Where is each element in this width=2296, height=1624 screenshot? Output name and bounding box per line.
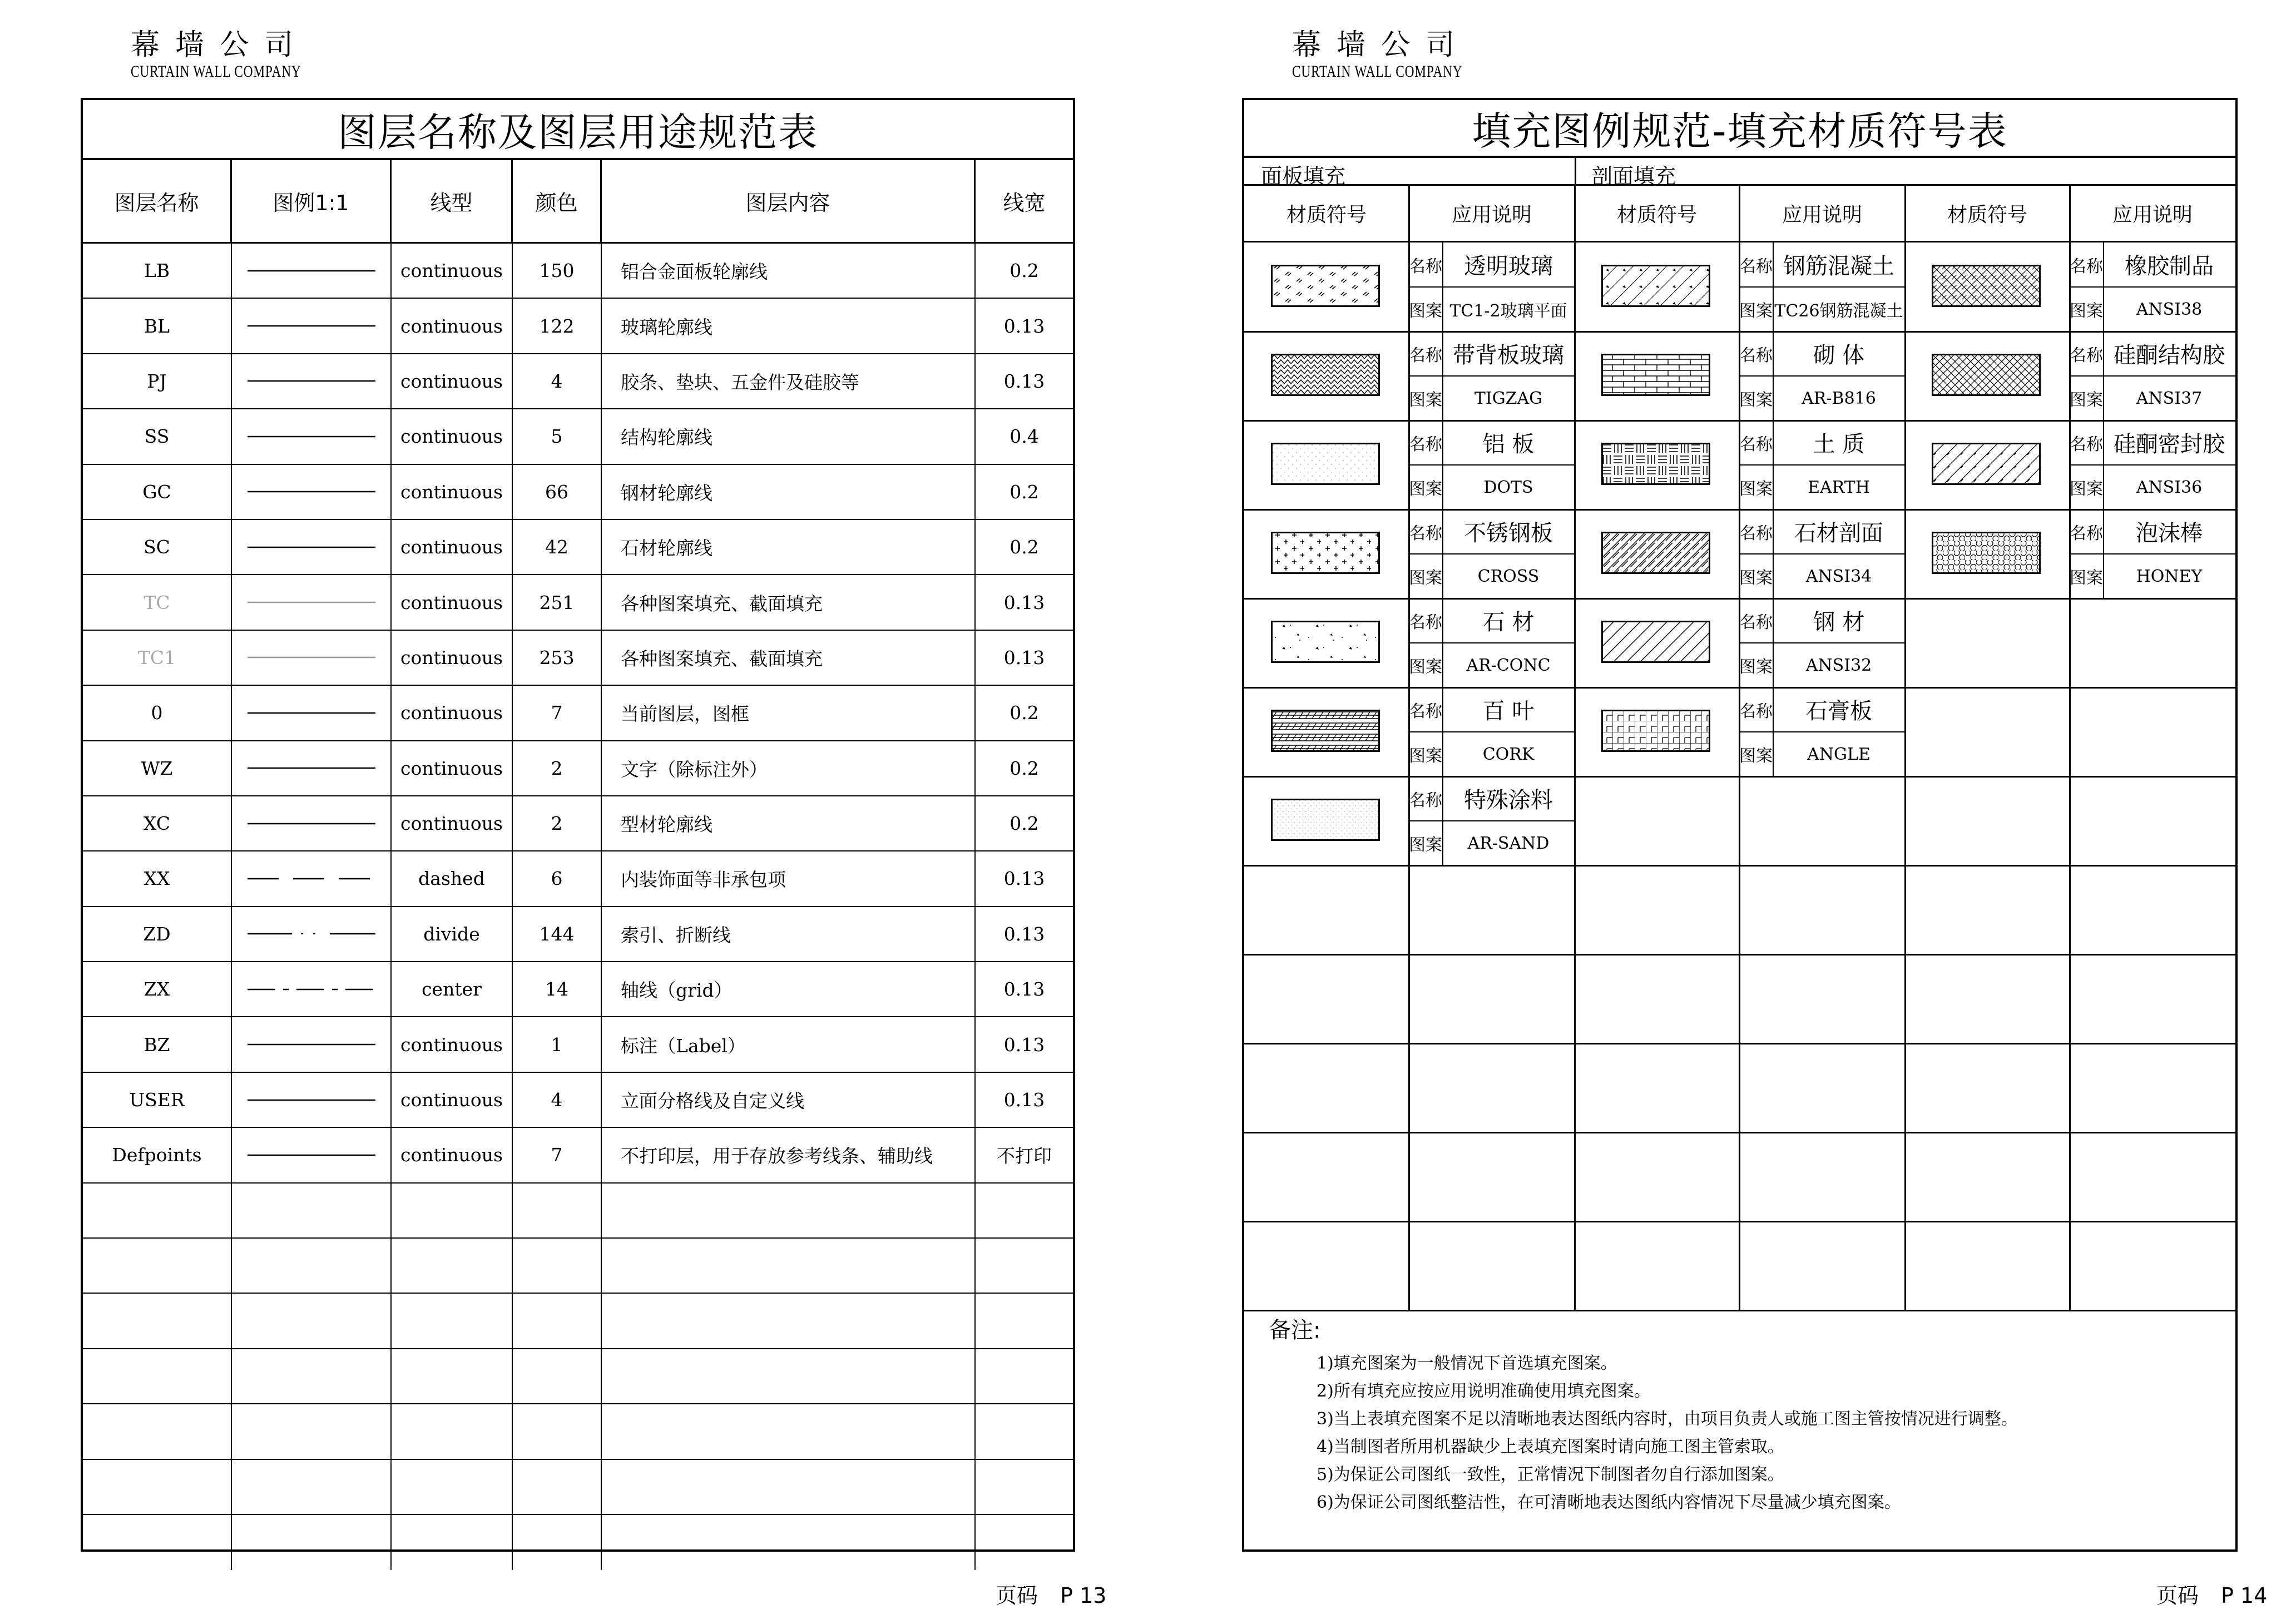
name-label: 名称	[2070, 256, 2103, 276]
name-label: 名称	[1409, 701, 1442, 721]
pattern-code: CORK	[1482, 744, 1535, 764]
layer-color: 144	[513, 907, 602, 961]
name-label: 名称	[1409, 345, 1442, 365]
layer-line-width: 0.13	[1003, 370, 1045, 392]
name-label: 名称	[1409, 434, 1442, 454]
pattern-code: HONEY	[2136, 566, 2203, 586]
hatch-entry	[1244, 331, 1575, 420]
header-usage-note: 应用说明	[2112, 204, 2193, 226]
layer-color: 1	[513, 1017, 602, 1071]
layer-name: SC	[83, 520, 232, 574]
hatch-entry	[1575, 509, 1905, 598]
pattern-label: 图案	[1409, 835, 1442, 855]
header-usage-note: 应用说明	[1782, 204, 1862, 226]
layer-linetype: continuous	[392, 1073, 513, 1127]
pattern-label: 图案	[1409, 657, 1442, 677]
hatch-swatch-icon	[1271, 443, 1380, 485]
pattern-code: ANSI37	[2136, 388, 2203, 408]
empty-row	[83, 1294, 1073, 1349]
line-legend-icon	[248, 323, 375, 329]
layer-color: 5	[513, 409, 602, 463]
layer-line-width: 0.13	[1003, 591, 1045, 613]
layer-color: 42	[513, 520, 602, 574]
layer-color: 2	[513, 741, 602, 795]
hatch-swatch-icon	[1601, 443, 1710, 485]
pattern-label: 图案	[2070, 301, 2103, 321]
line-legend-icon	[248, 378, 375, 384]
layer-row	[83, 299, 1073, 354]
pattern-code: ANSI36	[2136, 477, 2203, 497]
hatch-table-header	[1244, 186, 2235, 242]
line-legend-icon	[248, 875, 375, 882]
layer-legend	[232, 575, 392, 629]
layer-legend	[232, 631, 392, 685]
layer-spec-table	[81, 98, 1075, 1552]
pattern-code: ANSI38	[2136, 299, 2203, 319]
layer-legend	[232, 409, 392, 463]
header-line-width: 线宽	[1003, 191, 1046, 215]
company-name-en: CURTAIN WALL COMPANY	[131, 62, 301, 81]
pattern-code: AR-B816	[1802, 388, 1876, 408]
material-name: 不锈钢板	[1464, 521, 1553, 546]
layer-row	[83, 520, 1073, 575]
pattern-code: ANSI32	[1805, 655, 1872, 675]
layer-content: 玻璃轮廓线	[602, 299, 976, 353]
layer-linetype: continuous	[392, 575, 513, 629]
layer-line-width: 0.2	[1010, 481, 1039, 503]
empty-row	[83, 1184, 1073, 1239]
layer-name: TC	[83, 575, 232, 629]
layer-color: 253	[513, 631, 602, 685]
pattern-code: ANSI34	[1805, 566, 1872, 586]
layer-legend	[232, 520, 392, 574]
pattern-label: 图案	[1409, 390, 1442, 410]
layer-line-width: 0.13	[1003, 315, 1045, 337]
layer-legend	[232, 741, 392, 795]
page-no: P 13	[1060, 1583, 1107, 1608]
line-legend-icon	[248, 1097, 375, 1103]
layer-linetype: continuous	[392, 299, 513, 353]
name-label: 名称	[1409, 523, 1442, 543]
material-name: 石膏板	[1805, 699, 1872, 724]
layer-line-width: 0.13	[1003, 923, 1045, 945]
layer-linetype: continuous	[392, 244, 513, 298]
layer-row	[83, 1073, 1073, 1128]
layer-line-width: 0.2	[1010, 260, 1039, 282]
hatch-swatch-icon	[1932, 265, 2041, 307]
line-legend-icon	[248, 1041, 375, 1048]
hatch-swatch-icon	[1271, 710, 1380, 752]
section-header-row	[1244, 158, 2235, 189]
layer-linetype: continuous	[392, 796, 513, 850]
layer-linetype: continuous	[392, 1128, 513, 1182]
layer-content: 索引、折断线	[602, 907, 976, 961]
hatch-swatch-icon	[1601, 710, 1710, 752]
row-divider	[1244, 1310, 2235, 1311]
layer-row	[83, 575, 1073, 630]
hatch-swatch-icon	[1271, 354, 1380, 396]
layer-legend	[232, 907, 392, 961]
name-label: 名称	[1409, 612, 1442, 632]
hatch-entry	[1905, 509, 2235, 598]
hatch-entry	[1575, 687, 1905, 776]
layer-line-width: 0.13	[1003, 1089, 1045, 1111]
pattern-code: EARTH	[1808, 477, 1870, 497]
layer-name: BL	[83, 299, 232, 353]
name-label: 名称	[2070, 345, 2103, 365]
layer-table-header	[83, 160, 1073, 244]
hatch-swatch-icon	[1271, 621, 1380, 663]
layer-name: TC1	[83, 631, 232, 685]
note-line: 1)填充图案为一般情况下首选填充图案。	[1317, 1354, 1617, 1373]
hatch-entry	[1244, 776, 1575, 865]
layer-row	[83, 409, 1073, 464]
material-name: 硅酮结构胶	[2114, 343, 2225, 368]
empty-row	[83, 1460, 1073, 1515]
name-label: 名称	[2070, 523, 2103, 543]
material-name: 透明玻璃	[1464, 254, 1553, 279]
layer-content: 各种图案填充、截面填充	[602, 631, 976, 685]
column-divider	[1408, 186, 1410, 241]
company-name-cn: 幕墙公司	[1292, 28, 1471, 62]
page-label: 页码	[996, 1583, 1038, 1608]
row-divider	[1244, 865, 2235, 867]
layer-line-width: 0.13	[1003, 646, 1045, 669]
header-usage-note: 应用说明	[1451, 204, 1532, 226]
material-name: 钢 材	[1813, 610, 1865, 635]
hatch-entry	[1244, 242, 1575, 331]
note-line: 6)为保证公司图纸整洁性，在可清晰地表达图纸内容情况下尽量减少填充图案。	[1317, 1493, 1901, 1512]
section-profile-fill: 剖面填充	[1591, 164, 1676, 189]
hatch-table-grid	[1244, 242, 2235, 1310]
pattern-code: TC26钢筋混凝土	[1774, 301, 1903, 321]
header-material-symbol: 材质符号	[1616, 204, 1697, 226]
material-name: 砌 体	[1813, 343, 1865, 368]
pattern-label: 图案	[2070, 390, 2103, 410]
header-material-symbol: 材质符号	[1286, 204, 1367, 226]
row-divider	[1244, 1132, 2235, 1133]
material-name: 泡沫棒	[2136, 521, 2203, 546]
pattern-code: DOTS	[1483, 477, 1533, 497]
layer-linetype: continuous	[392, 354, 513, 408]
layer-line-width: 不打印	[997, 1145, 1052, 1167]
layer-content: 结构轮廓线	[602, 409, 976, 463]
hatch-table-title: 填充图例规范-填充材质符号表	[1244, 100, 2235, 158]
layer-line-width: 0.2	[1010, 757, 1039, 779]
pattern-label: 图案	[2070, 479, 2103, 499]
material-name: 带背板玻璃	[1453, 343, 1564, 368]
column-divider	[1904, 186, 1906, 241]
hatch-entry	[1575, 242, 1905, 331]
layer-line-width: 0.13	[1003, 868, 1045, 890]
layer-name: PJ	[83, 354, 232, 408]
layer-color: 14	[513, 962, 602, 1016]
company-brand-left	[131, 29, 349, 82]
layer-row	[83, 962, 1073, 1017]
layer-content: 胶条、垫块、五金件及硅胶等	[602, 354, 976, 408]
section-panel-fill: 面板填充	[1261, 164, 1346, 189]
note-line: 2)所有填充应按应用说明准确使用填充图案。	[1317, 1382, 1651, 1401]
layer-row	[83, 244, 1073, 299]
layer-content: 不打印层，用于存放参考线条、辅助线	[602, 1128, 976, 1182]
layer-name: ZX	[83, 962, 232, 1016]
layer-content: 型材轮廓线	[602, 796, 976, 850]
line-legend-icon	[248, 765, 375, 771]
name-label: 名称	[1409, 256, 1442, 276]
layer-legend	[232, 244, 392, 298]
pattern-code: TIGZAG	[1474, 388, 1543, 408]
line-legend-icon	[248, 1152, 375, 1158]
notes-title: 备注:	[1269, 1318, 1321, 1343]
hatch-swatch-icon	[1601, 621, 1710, 663]
header-layer-name: 图层名称	[83, 160, 232, 242]
name-label: 名称	[1409, 790, 1442, 810]
line-legend-icon	[248, 544, 375, 551]
layer-line-width: 0.13	[1003, 1033, 1045, 1056]
name-label: 名称	[1739, 701, 1773, 721]
note-line: 3)当上表填充图案不足以清晰地表达图纸内容时，由项目负责人或施工图主管按情况进行调整。	[1317, 1409, 2018, 1429]
layer-legend	[232, 686, 392, 740]
layer-name: USER	[83, 1073, 232, 1127]
layer-linetype: continuous	[392, 741, 513, 795]
layer-content: 石材轮廓线	[602, 520, 976, 574]
layer-name: SS	[83, 409, 232, 463]
column-divider	[1739, 186, 1740, 241]
name-label: 名称	[1739, 612, 1773, 632]
pattern-label: 图案	[1409, 301, 1442, 321]
hatch-entry	[1575, 420, 1905, 509]
company-name-en: CURTAIN WALL COMPANY	[1292, 62, 1463, 81]
layer-row	[83, 354, 1073, 409]
layer-legend	[232, 1073, 392, 1127]
layer-linetype: dashed	[392, 851, 513, 905]
layer-content: 立面分格线及自定义线	[602, 1073, 976, 1127]
pattern-label: 图案	[1739, 479, 1773, 499]
layer-content: 各种图案填充、截面填充	[602, 575, 976, 629]
material-name: 硅酮密封胶	[2114, 432, 2225, 457]
material-name: 百 叶	[1482, 699, 1535, 724]
layer-linetype: divide	[392, 907, 513, 961]
pattern-code: TC1-2玻璃平面	[1449, 301, 1567, 321]
layer-legend	[232, 851, 392, 905]
pattern-label: 图案	[1739, 746, 1773, 766]
layer-color: 122	[513, 299, 602, 353]
page-number-left	[996, 1578, 1106, 1609]
hatch-legend-table	[1242, 98, 2238, 1552]
hatch-swatch-icon	[1271, 532, 1380, 574]
layer-row	[83, 1128, 1073, 1183]
name-label: 名称	[2070, 434, 2103, 454]
layer-color: 2	[513, 796, 602, 850]
column-divider	[2069, 186, 2071, 241]
layer-linetype: continuous	[392, 409, 513, 463]
layer-row	[83, 741, 1073, 796]
layer-name: 0	[83, 686, 232, 740]
pattern-label: 图案	[1739, 390, 1773, 410]
line-legend-icon	[248, 433, 375, 440]
pattern-code: AR-SAND	[1467, 833, 1550, 853]
layer-content: 内装饰面等非承包项	[602, 851, 976, 905]
layer-row	[83, 907, 1073, 962]
line-legend-icon	[248, 986, 375, 993]
hatch-entry	[1905, 242, 2235, 331]
header-content: 图层内容	[602, 160, 976, 242]
layer-row	[83, 1017, 1073, 1072]
layer-table-body	[83, 244, 1073, 1570]
layer-linetype: continuous	[392, 465, 513, 519]
layer-name: GC	[83, 465, 232, 519]
page-label: 页码	[2156, 1583, 2199, 1608]
layer-content: 标注（Label）	[602, 1017, 976, 1071]
hatch-swatch-icon	[1601, 265, 1710, 307]
material-name: 石 材	[1482, 610, 1535, 635]
note-line: 4)当制图者所用机器缺少上表填充图案时请向施工图主管索取。	[1317, 1437, 1784, 1457]
material-name: 钢筋混凝土	[1783, 254, 1894, 279]
header-material-symbol: 材质符号	[1947, 204, 2027, 226]
hatch-swatch-icon	[1601, 532, 1710, 574]
header-linetype: 线型	[392, 160, 513, 242]
layer-color: 4	[513, 354, 602, 408]
page-no: P 14	[2221, 1583, 2268, 1608]
layer-color: 150	[513, 244, 602, 298]
page-number-right	[2156, 1578, 2267, 1609]
section-divider	[1575, 158, 1576, 184]
line-legend-icon	[248, 654, 375, 661]
company-name-cn: 幕墙公司	[131, 28, 309, 62]
hatch-swatch-icon	[1271, 265, 1380, 307]
layer-name: XC	[83, 796, 232, 850]
layer-row	[83, 465, 1073, 520]
layer-color: 251	[513, 575, 602, 629]
layer-legend	[232, 465, 392, 519]
layer-content: 文字（除标注外）	[602, 741, 976, 795]
layer-row	[83, 796, 1073, 851]
hatch-entry	[1244, 687, 1575, 776]
material-name: 橡胶制品	[2125, 254, 2214, 279]
layer-line-width: 0.2	[1010, 702, 1039, 724]
line-legend-icon	[248, 820, 375, 827]
hatch-entry	[1905, 331, 2235, 420]
layer-legend	[232, 354, 392, 408]
layer-name: Defpoints	[83, 1128, 232, 1182]
material-name: 铝 板	[1482, 432, 1535, 457]
row-divider	[1244, 1043, 2235, 1044]
company-brand-right	[1292, 29, 1511, 82]
layer-content: 铝合金面板轮廓线	[602, 244, 976, 298]
empty-row	[83, 1404, 1073, 1459]
hatch-swatch-icon	[1932, 532, 2041, 574]
layer-line-width: 0.13	[1003, 978, 1045, 1001]
layer-name: BZ	[83, 1017, 232, 1071]
header-legend: 图例1:1	[232, 160, 392, 242]
empty-row	[83, 1349, 1073, 1404]
layer-color: 7	[513, 686, 602, 740]
hatch-entry	[1905, 420, 2235, 509]
layer-legend	[232, 299, 392, 353]
layer-color: 66	[513, 465, 602, 519]
hatch-swatch-icon	[1932, 443, 2041, 485]
layer-legend	[232, 962, 392, 1016]
layer-linetype: continuous	[392, 1017, 513, 1071]
layer-color: 4	[513, 1073, 602, 1127]
pattern-label: 图案	[1739, 657, 1773, 677]
hatch-entry	[1244, 598, 1575, 687]
row-divider	[1244, 1221, 2235, 1222]
empty-row	[83, 1515, 1073, 1570]
name-label: 名称	[1739, 523, 1773, 543]
layer-legend	[232, 1128, 392, 1182]
layer-content: 当前图层，图框	[602, 686, 976, 740]
line-legend-icon	[248, 599, 375, 606]
note-line: 5)为保证公司图纸一致性，正常情况下制图者勿自行添加图案。	[1317, 1465, 1784, 1484]
pattern-label: 图案	[1409, 479, 1442, 499]
hatch-swatch-icon	[1932, 354, 2041, 396]
layer-table-title: 图层名称及图层用途规范表	[83, 100, 1073, 160]
pattern-code: CROSS	[1477, 566, 1540, 586]
hatch-entry	[1244, 420, 1575, 509]
layer-line-width: 0.2	[1010, 536, 1039, 558]
material-name: 土 质	[1813, 432, 1865, 457]
name-label: 名称	[1739, 434, 1773, 454]
line-legend-icon	[248, 488, 375, 495]
hatch-entry	[1575, 331, 1905, 420]
pattern-label: 图案	[1739, 568, 1773, 588]
layer-content: 轴线（grid）	[602, 962, 976, 1016]
pattern-label: 图案	[2070, 568, 2103, 588]
row-divider	[1244, 954, 2235, 955]
name-label: 名称	[1739, 256, 1773, 276]
material-name: 特殊涂料	[1464, 788, 1553, 813]
layer-name: LB	[83, 244, 232, 298]
empty-row	[83, 1239, 1073, 1294]
line-legend-icon	[248, 268, 375, 274]
layer-line-width: 0.2	[1010, 813, 1039, 835]
layer-linetype: continuous	[392, 686, 513, 740]
line-legend-icon	[248, 710, 375, 716]
pattern-label: 图案	[1409, 746, 1442, 766]
pattern-label: 图案	[1409, 568, 1442, 588]
hatch-swatch-icon	[1601, 354, 1710, 396]
layer-name: XX	[83, 851, 232, 905]
layer-linetype: center	[392, 962, 513, 1016]
column-divider	[1574, 186, 1576, 241]
material-name: 石材剖面	[1794, 521, 1883, 546]
layer-row	[83, 851, 1073, 907]
header-color: 颜色	[513, 160, 602, 242]
hatch-entry	[1244, 509, 1575, 598]
name-label: 名称	[1739, 345, 1773, 365]
layer-name: WZ	[83, 741, 232, 795]
layer-legend	[232, 1017, 392, 1071]
layer-line-width: 0.4	[1010, 425, 1039, 448]
pattern-code: AR-CONC	[1466, 655, 1551, 675]
line-legend-icon	[248, 930, 375, 937]
pattern-label: 图案	[1739, 301, 1773, 321]
layer-legend	[232, 796, 392, 850]
layer-linetype: continuous	[392, 520, 513, 574]
layer-content: 钢材轮廓线	[602, 465, 976, 519]
layer-row	[83, 631, 1073, 686]
pattern-code: ANGLE	[1807, 744, 1871, 764]
layer-linetype: continuous	[392, 631, 513, 685]
layer-name: ZD	[83, 907, 232, 961]
hatch-swatch-icon	[1271, 799, 1380, 841]
layer-color: 6	[513, 851, 602, 905]
hatch-entry	[1575, 598, 1905, 687]
layer-row	[83, 686, 1073, 741]
layer-color: 7	[513, 1128, 602, 1182]
